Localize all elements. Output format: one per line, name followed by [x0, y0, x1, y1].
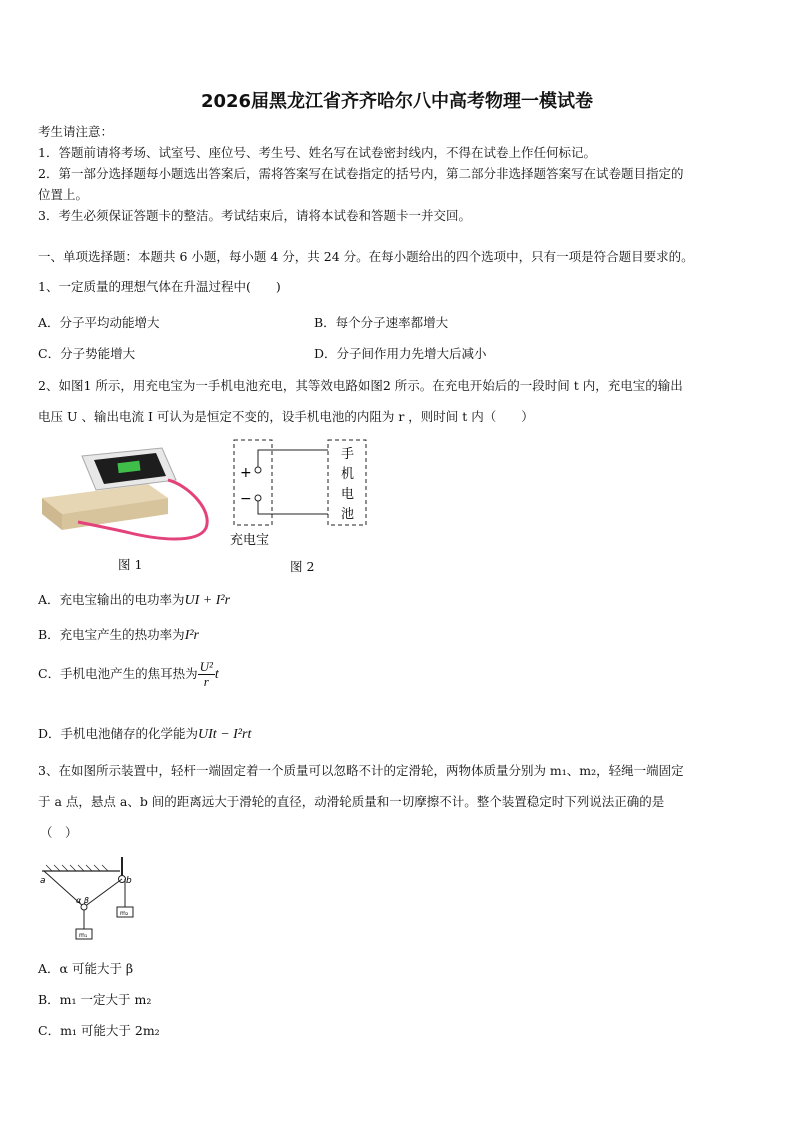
q2-option-c-text: C．手机电池产生的焦耳热为 — [38, 666, 198, 681]
q2-option-d-text: D．手机电池储存的化学能为 — [38, 726, 199, 741]
device-char: 手 — [341, 447, 355, 462]
q2-option-c-fraction: $\frac{\text{U²}}{r}$ — [199, 659, 213, 689]
question-3-line1: 3、在如图所示装置中，轻杆一端固定着一个质量可以忽略不计的定滑轮，两物体质量分别为 m₁、m₂，轻绳一端固定 — [38, 763, 684, 778]
notice-item: 3．考生必须保证答题卡的整洁。考试结束后，请将本试卷和答题卡一并交回。 — [38, 208, 471, 223]
notice-heading: 考生请注意： — [38, 124, 114, 139]
q1-option-d: D．分子间作用力先增大后减小 — [314, 346, 487, 361]
question-3-line2: 于 a 点，悬点 a、b 间的距离远大于滑轮的直径，动滑轮质量和一切摩擦不计。整个装置稳定时下列说法正确的是 — [38, 794, 665, 809]
question-2-line1: 2、如图1 所示，用充电宝为一手机电池充电，其等效电路如图2 所示。在充电开始后的一段时间 t 内，充电宝的输出 — [38, 378, 683, 393]
q2-option-a — [38, 590, 230, 609]
q2-option-d-formula: UIt − I²rt — [198, 727, 252, 742]
q2-option-d — [38, 724, 251, 743]
q2-option-a-text: A．充电宝输出的电功率为 — [38, 592, 185, 607]
notice-item: 2．第一部分选择题每小题选出答案后，需将答案写在试卷指定的括号内，第二部分非选择题答案写在试卷题目指定的 — [38, 166, 684, 181]
mass-m1-label: m₁ — [79, 932, 88, 939]
question-2-line2: 电压 U 、输出电流 I 可认为是恒定不变的，设手机电池的内阻为 r ，则时间 t 内（ ） — [38, 409, 534, 424]
figure-1-caption: 图 1 — [118, 557, 143, 572]
figure-2-caption: 图 2 — [290, 559, 315, 574]
q1-option-b: B．每个分子速率都增大 — [314, 315, 449, 330]
equivalent-circuit-diagram — [228, 436, 373, 548]
q1-option-c: C．分子势能增大 — [38, 346, 136, 361]
q2-option-b-text: B．充电宝产生的热功率为 — [38, 627, 185, 642]
minus-terminal-label: − — [240, 491, 252, 507]
section-heading: 一、单项选择题：本题共 6 小题，每小题 4 分，共 24 分。在每小题给出的四个选项中，只有一项是符合题目要求的。 — [38, 249, 694, 264]
q2-option-b-formula: I²r — [184, 628, 199, 643]
plus-terminal-label: + — [240, 465, 252, 481]
q2-option-a-formula: UI + I²r — [184, 593, 231, 608]
q1-option-a: A．分子平均动能增大 — [38, 315, 160, 330]
q3-option-b: B．m₁ 一定大于 m₂ — [38, 992, 152, 1007]
device-char: 电 — [341, 487, 355, 502]
q3-option-c: C．m₁ 可能大于 2m₂ — [38, 1023, 160, 1038]
angle-labels: α β — [76, 896, 89, 905]
notice-item: 1．答题前请将考场、试室号、座位号、考生号、姓名写在试卷密封线内，不得在试卷上作任何标记。 — [38, 145, 596, 160]
question-1-stem: 1、一定质量的理想气体在升温过程中( ) — [38, 279, 281, 294]
mass-m2-label: m₂ — [120, 910, 129, 917]
device-char: 池 — [341, 507, 355, 522]
q2-option-b — [38, 625, 199, 644]
device-char: 机 — [341, 467, 355, 482]
power-bank-phone-image — [38, 440, 218, 550]
power-bank-label: 充电宝 — [230, 533, 270, 548]
q3-option-a: A．α 可能大于 β — [38, 961, 134, 976]
question-3-line3: （ ） — [40, 825, 78, 840]
q2-option-c — [38, 660, 219, 689]
page-title: 2026届黑龙江省齐齐哈尔八中高考物理一模试卷 — [200, 91, 594, 112]
point-b-label: b — [126, 876, 132, 886]
point-a-label: a — [40, 876, 46, 886]
pulley-system-diagram — [38, 855, 150, 945]
notice-item: 位置上。 — [38, 187, 89, 202]
q2-option-c-tail: t — [214, 667, 219, 682]
